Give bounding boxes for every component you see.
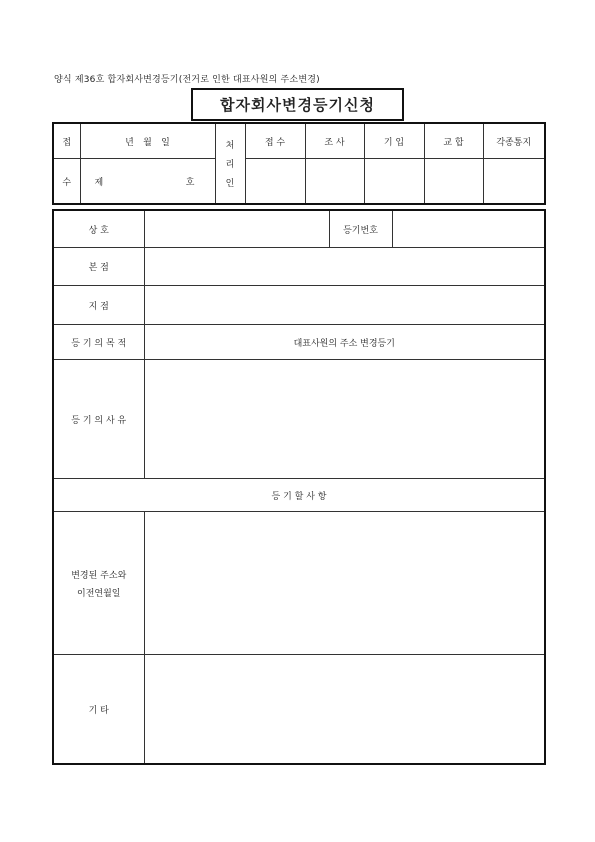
processing-label <box>215 123 245 204</box>
page-title: 합자회사변경등기신청 <box>191 88 404 121</box>
year-label: 년 <box>125 137 134 148</box>
cell-check[interactable] <box>424 159 483 205</box>
processing-char-1: 처 <box>225 141 235 151</box>
changed-address-label-line2: 이전연월일 <box>77 588 121 599</box>
cell-notices[interactable] <box>483 159 545 205</box>
registration-no-field[interactable] <box>392 210 545 248</box>
processing-char-2: 리 <box>225 160 235 170</box>
cell-examine[interactable] <box>305 159 364 205</box>
receipt-label-top: 접 <box>53 123 80 159</box>
changed-address-label-line1: 변경된 주소와 <box>71 570 127 581</box>
registration-no-label: 등기번호 <box>329 210 392 248</box>
number-prefix-label: 제 <box>94 177 104 188</box>
month-label: 월 <box>143 137 152 148</box>
col-examine: 조 사 <box>305 123 364 159</box>
day-label: 일 <box>161 137 170 148</box>
col-check: 교 합 <box>424 123 483 159</box>
changed-address-field[interactable] <box>144 512 545 655</box>
processing-char-3: 인 <box>225 179 235 189</box>
col-entry: 기 입 <box>364 123 424 159</box>
form-caption: 양식 제36호 합자회사변경등기(전거로 인한 대표사원의 주소변경) <box>54 75 320 85</box>
branch-label: 지 점 <box>53 286 144 325</box>
reason-field[interactable] <box>144 360 545 479</box>
receipt-date <box>80 123 215 159</box>
cell-receipt[interactable] <box>245 159 305 205</box>
purpose-label: 등 기 의 목 적 <box>53 325 144 360</box>
receipt-label-bottom: 수 <box>53 159 80 205</box>
trade-name-label: 상 호 <box>53 210 144 248</box>
number-suffix-label: 호 <box>185 177 195 188</box>
col-receipt: 접 수 <box>245 123 305 159</box>
trade-name-field[interactable] <box>144 210 329 248</box>
branch-field[interactable] <box>144 286 545 325</box>
col-notices: 각종통지 <box>483 123 545 159</box>
receipt-processing-table <box>52 122 546 205</box>
other-label: 기 타 <box>53 655 144 765</box>
changed-address-label <box>53 512 144 655</box>
purpose-value: 대표사원의 주소 변경등기 <box>144 325 545 360</box>
other-field[interactable] <box>144 655 545 765</box>
receipt-number <box>80 159 215 205</box>
reason-label: 등 기 의 사 유 <box>53 360 144 479</box>
head-office-field[interactable] <box>144 248 545 286</box>
matters-header: 등 기 할 사 항 <box>53 479 545 512</box>
cell-entry[interactable] <box>364 159 424 205</box>
registration-form-table <box>52 209 546 765</box>
head-office-label: 본 점 <box>53 248 144 286</box>
